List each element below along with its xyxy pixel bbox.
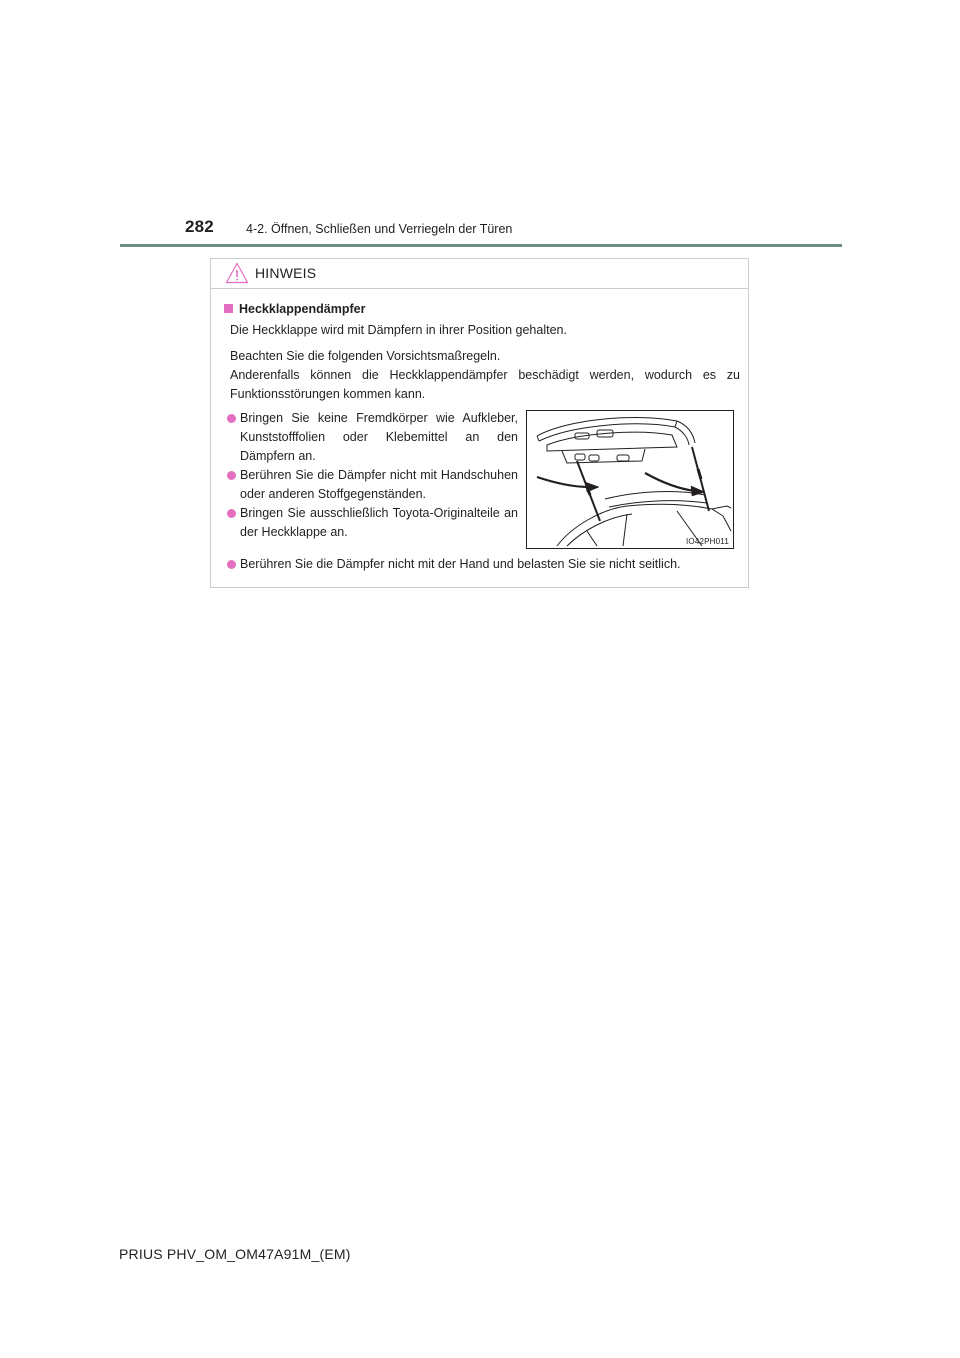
warning-icon [225,262,249,284]
round-bullet-icon [227,560,236,569]
paragraph-precautions-intro: Beachten Sie die folgenden Vorsichtsmaßregeln. [230,349,501,363]
footer-document-code: PRIUS PHV_OM_OM47A91M_(EM) [119,1246,351,1262]
page-number: 282 [185,217,214,236]
paragraph-precautions-consequence: Anderenfalls können die Heckklappendämpfer beschädigt werden, wodurch es zu Funktionsstörungen kommen kann. [230,368,740,401]
round-bullet-icon [227,509,236,518]
bullet-item [224,409,518,466]
bullet-text: Berühren Sie die Dämpfer nicht mit Handschuhen oder anderen Stoffgegenständen. [240,468,518,501]
round-bullet-icon [227,414,236,423]
tailgate-illustration-drawing [527,411,733,548]
notice-box [210,258,749,588]
round-bullet-icon [227,471,236,480]
notice-title: HINWEIS [255,265,317,281]
header-rule [120,244,842,247]
notice-header [211,259,748,289]
bullet-item [224,555,744,574]
bullet-text: Bringen Sie ausschließlich Toyota-Originalteile an der Heckklappe an. [240,506,518,539]
square-bullet-icon [224,304,233,313]
chapter-title: 4-2. Öffnen, Schließen und Verriegeln der Türen [246,222,513,236]
bullet-text: Berühren Sie die Dämpfer nicht mit der Hand und belasten Sie sie nicht seitlich. [240,557,681,571]
bullet-item [224,504,518,542]
tailgate-damper-illustration [526,410,734,549]
bullet-text: Bringen Sie keine Fremdkörper wie Aufkleber, Kunststofffolien oder Klebemittel an den Dämpfern an. [240,411,518,463]
section-heading [224,302,365,316]
bullet-item [224,466,518,504]
figure-code: IO42PH011 [685,537,729,546]
paragraph-damper-function: Die Heckklappe wird mit Dämpfern in ihrer Position gehalten. [230,323,567,337]
section-heading-text: Heckklappendämpfer [239,302,366,316]
